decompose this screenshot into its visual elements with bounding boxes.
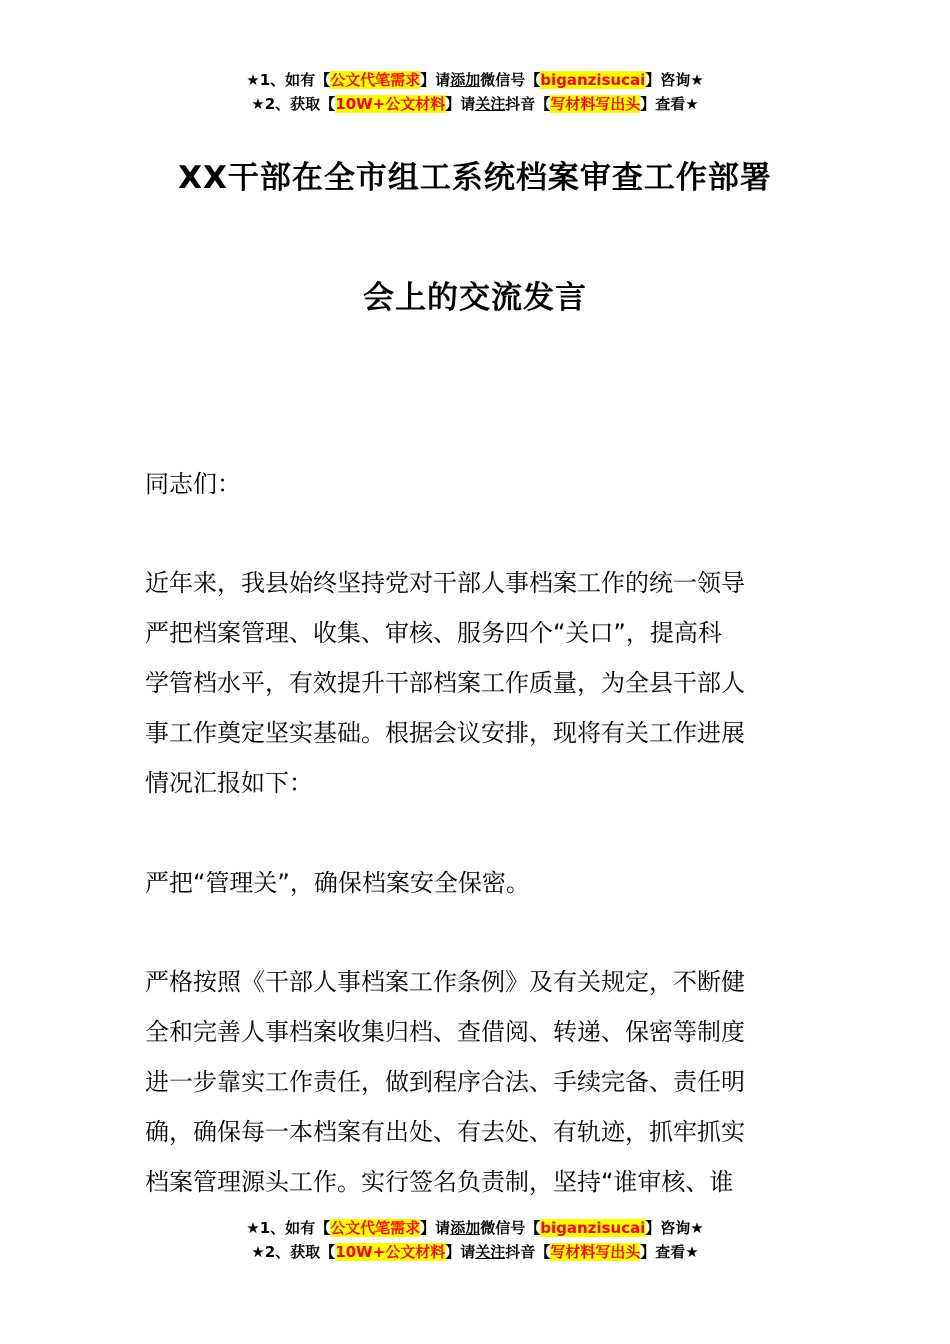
header-banner	[0, 68, 950, 116]
banner-text: 抖音【	[505, 95, 551, 113]
banner-highlight: 10W+公文材料	[335, 95, 446, 113]
banner-text: 抖音【	[505, 1243, 551, 1261]
document-title-line-2: 会上的交流发言	[363, 280, 587, 316]
paragraph-management	[145, 957, 810, 1207]
banner-underline: 添加	[450, 1219, 481, 1237]
paragraph-line: 确，确保每一本档案有出处、有去处、有轨迹，抓牢抓实	[145, 1118, 745, 1146]
banner-text: 微信号【	[480, 71, 541, 89]
banner-text: 】咨询★	[645, 71, 704, 89]
banner-line-1	[0, 1216, 950, 1240]
banner-text: 】查看★	[640, 95, 699, 113]
banner-text: ★1、如有【	[246, 71, 331, 89]
banner-highlight: biganzisucai	[540, 1219, 646, 1237]
banner-line-1	[0, 68, 950, 92]
banner-text: ★2、获取【	[251, 1243, 336, 1261]
paragraph-line: 档案管理源头工作。实行签名负责制，坚持“谁审核、谁	[145, 1168, 734, 1196]
banner-highlight: 公文代笔需求	[330, 1219, 421, 1237]
paragraph-line: 严格按照《干部人事档案工作条例》及有关规定，不断健	[145, 968, 745, 996]
paragraph-line: 情况汇报如下：	[145, 769, 313, 797]
banner-highlight: 写材料写出头	[550, 95, 641, 113]
banner-text: 微信号【	[480, 1219, 541, 1237]
banner-text: 】查看★	[640, 1243, 699, 1261]
paragraph-intro	[145, 558, 810, 808]
banner-text: 】请	[420, 71, 451, 89]
document-title-line-1: XX干部在全市组工系统档案审查工作部署	[178, 160, 772, 196]
paragraph-line: 事工作奠定坚实基础。根据会议安排，现将有关工作进展	[145, 719, 745, 747]
banner-highlight: biganzisucai	[540, 71, 646, 89]
paragraph-line: 学管档水平，有效提升干部档案工作质量，为全县干部人	[145, 669, 745, 697]
banner-highlight: 写材料写出头	[550, 1243, 641, 1261]
paragraph-line: 近年来，我县始终坚持党对干部人事档案工作的统一领导	[145, 569, 745, 597]
banner-underline: 关注	[475, 1243, 506, 1261]
banner-line-2	[0, 1240, 950, 1264]
paragraph-line: 进一步靠实工作责任，做到程序合法、手续完备、责任明	[145, 1068, 745, 1096]
banner-text: 】咨询★	[645, 1219, 704, 1237]
paragraph-line: 全和完善人事档案收集归档、查借阅、转递、保密等制度	[145, 1018, 745, 1046]
banner-highlight: 公文代笔需求	[330, 71, 421, 89]
paragraph-line: 严把档案管理、收集、审核、服务四个“关口”，提高科	[145, 619, 722, 647]
banner-text: 】请	[420, 1219, 451, 1237]
banner-line-2	[0, 92, 950, 116]
greeting: 同志们：	[145, 470, 241, 498]
banner-underline: 关注	[475, 95, 506, 113]
footer-banner	[0, 1216, 950, 1264]
banner-text: ★1、如有【	[246, 1219, 331, 1237]
banner-text: 】请	[445, 95, 476, 113]
banner-text: 】请	[445, 1243, 476, 1261]
banner-highlight: 10W+公文材料	[335, 1243, 446, 1261]
banner-underline: 添加	[450, 71, 481, 89]
section-heading: 严把“管理关”，确保档案安全保密。	[145, 869, 530, 897]
banner-text: ★2、获取【	[251, 95, 336, 113]
